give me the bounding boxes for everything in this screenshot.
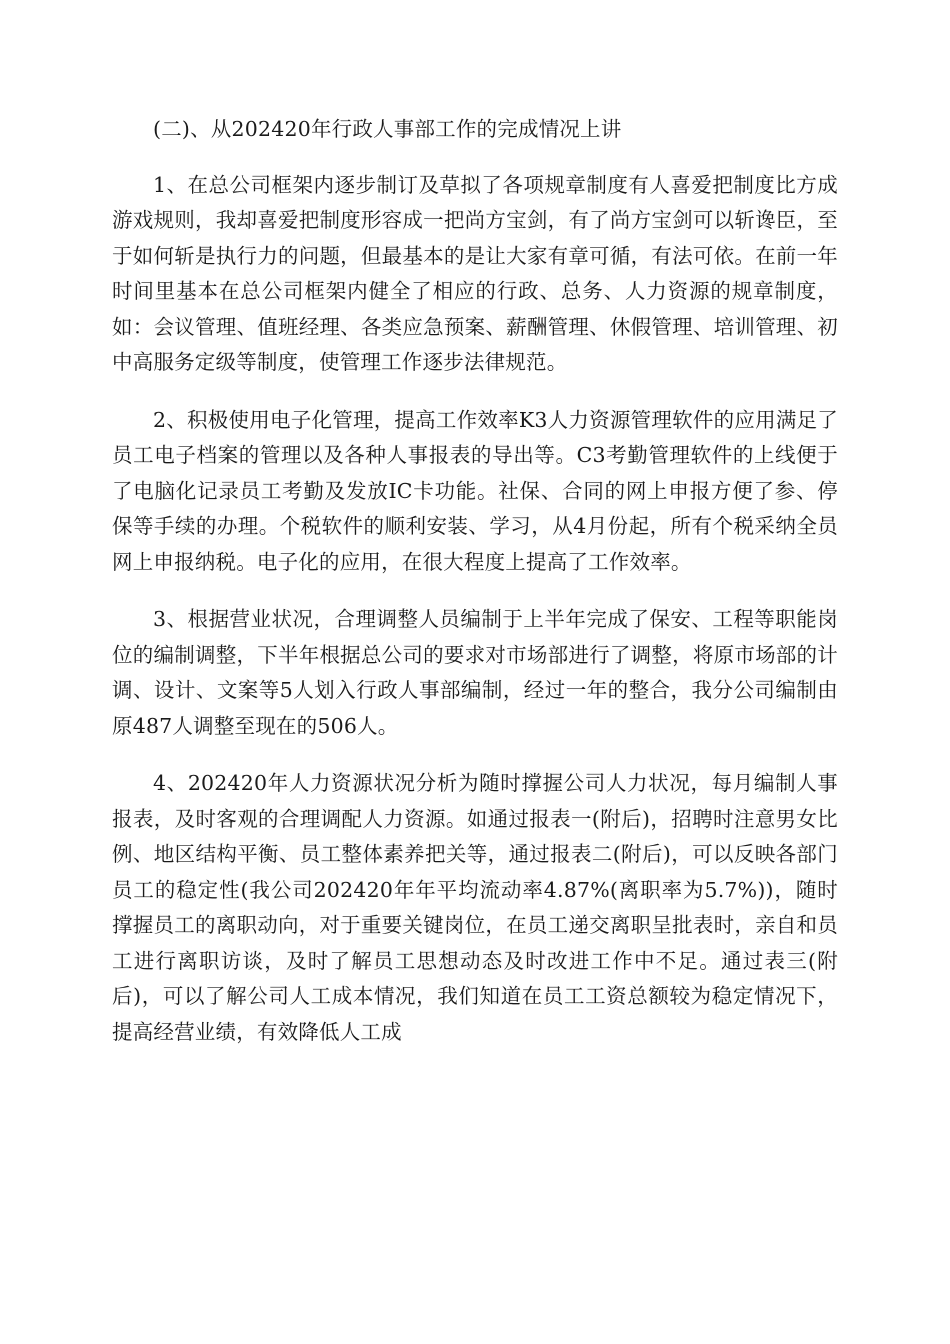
paragraph-1: 1、在总公司框架内逐步制订及草拟了各项规章制度有人喜爱把制度比方成游戏规则，我却喜爱把制度形容成一把尚方宝剑，有了尚方宝剑可以斩谗臣，至于如何斩是执行力的问题，但最基本的是让大家有章可循，有法可依。在前一年时间里基本在总公司框架内健全了相应的行政、总务、人力资源的规章制度，如：会议管理、值班经理、各类应急预案、薪酬管理、休假管理、培训管理、初中高服务定级等制度，使管理工作逐步法律规范。 [112,172,838,374]
paragraph-4: 4、202420年人力资源状况分析为随时撑握公司人力状况，每月编制人事报表，及时客观的合理调配人力资源。如通过报表一(附后)，招聘时注意男女比例、地区结构平衡、员工整体素养把关等，通过报表二(附后)，可以反映各部门员工的稳定性(我公司202420年年平均流动率4.87%(离职率为5.7%))，随时撑握员工的离职动向，对于重要关键岗位，在员工递交离职呈批表时，亲自和员工进行离职访谈，及时了解员工思想动态及时改进工作中不足。通过表三(附后)，可以了解公司人工成本情况，我们知道在员工工资总额较为稳定情况下，提高经营业绩，有效降低人工成 [112,771,838,1044]
paragraph-2: 2、积极使用电子化管理，提高工作效率K3人力资源管理软件的应用满足了员工电子档案的管理以及各种人事报表的导出等。C3考勤管理软件的上线便于了电脑化记录员工考勤及发放IC卡功能。社保、合同的网上申报方便了参、停保等手续的办理。个税软件的顺利安装、学习，从4月份起，所有个税采纳全员网上申报纳税。电子化的应用，在很大程度上提高了工作效率。 [112,407,838,574]
section-heading: (二)、从202420年行政人事部工作的完成情况上讲 [153,117,622,141]
paragraph-3: 3、根据营业状况，合理调整人员编制于上半年完成了保安、工程等职能岗位的编制调整，下半年根据总公司的要求对市场部进行了调整，将原市场部的计调、设计、文案等5人划入行政人事部编制，经过一年的整合，我分公司编制由原487人调整至现在的506人。 [112,607,838,738]
document-page [112,112,838,1050]
